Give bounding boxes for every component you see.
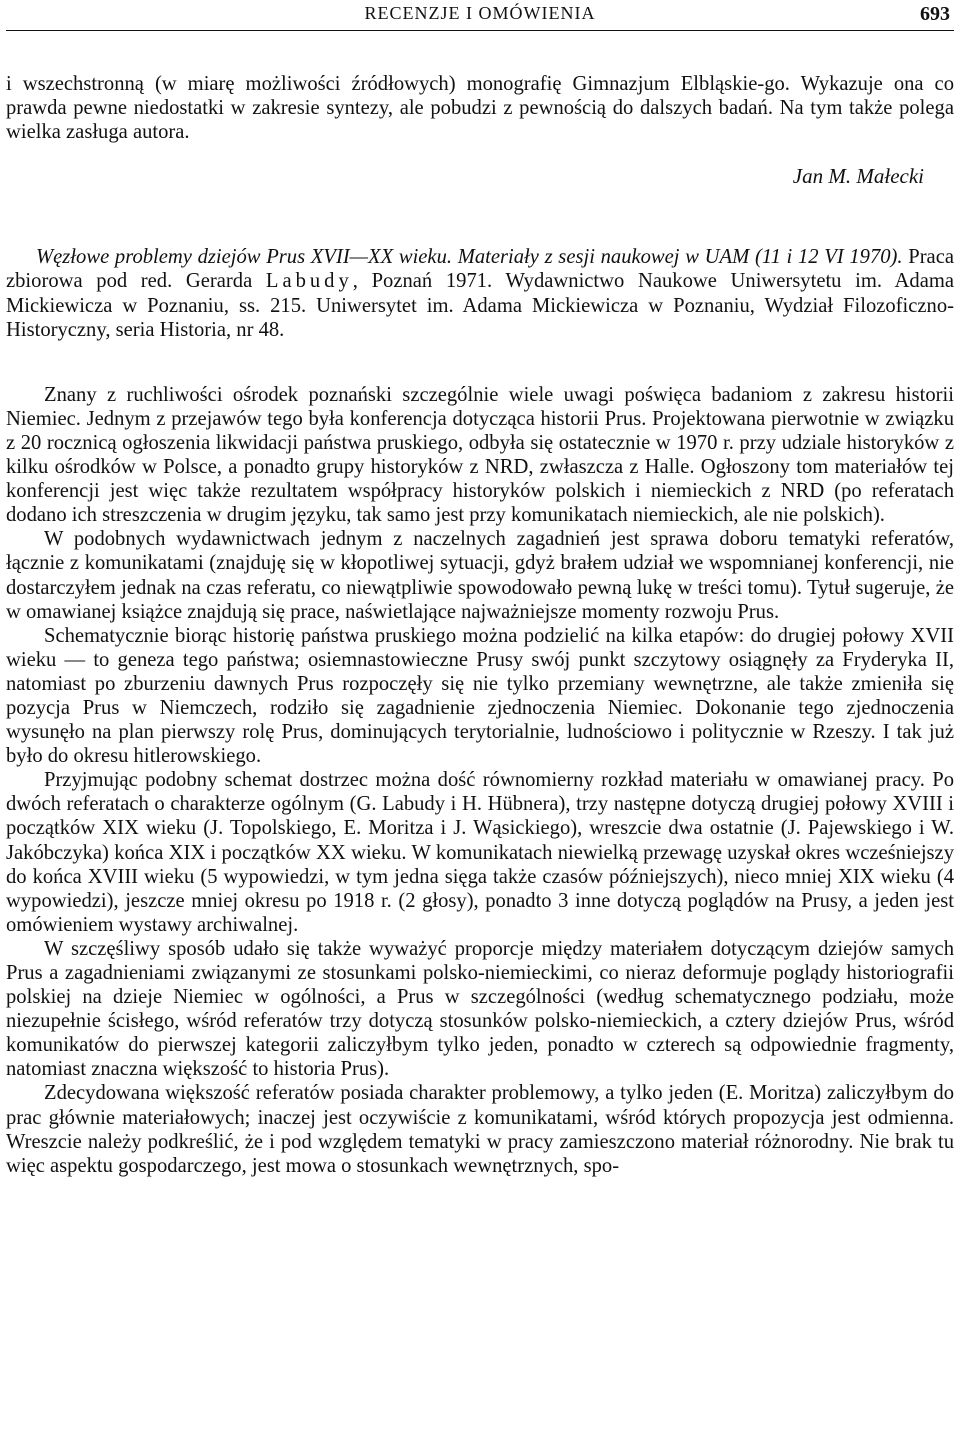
review-paragraph-2: W podobnych wydawnictwach jednym z naczelnych zagadnień jest sprawa doboru tematyki referatów, łącznie z komunikatami (znajduję się w kłopotliwej sytuacji, gdyż brałem udział we wspomnianej konferencji, nie dostarczyłem jednak na czas referatu, co niewątpliwie spowodowało pewną lukę w treści tomu). Tytuł sugeruje, że w omawianej książce znajdują się prace, naświetlające najważniejsze momenty rozwoju Prus. <box>6 528 954 623</box>
running-header <box>6 0 954 31</box>
running-title: RECENZJE I OMÓWIENIA <box>364 3 596 23</box>
page-body <box>6 72 954 1178</box>
review-paragraph-3: Schematycznie biorąc historię państwa pruskiego można podzielić na kilka etapów: do drugiej połowy XVII wieku — to geneza tego państwa; osiemnastowieczne Prusy swój punkt szczytowy osiągnęły za Fryderyka II, natomiast po zburzeniu dawnych Prus rozpoczęły się nie tylko przemiany wewnętrzne, ale także zmieniła się pozycja Prus w Niemczech, rodziło się zagadnienie zjednoczenia Niemiec. Dokonanie tego zjednoczenia wysunęło na plan pierwszy rolę Prus, dominujących terytorialnie, ludnościowo i politycznie w Rzeszy. I tak już było do okresu hitlerowskiego. <box>6 624 954 768</box>
page-number: 693 <box>920 3 950 25</box>
book-description-part-2: , Poznań 1971. Wydawnictwo Naukowe Uniwersytetu im. Adama Mickiewicza w Poznaniu, ss. 215. Uniwersytet im. Adama Mickiewicza w Poznaniu, Wydział Filozoficzno-Historyczny, seria Historia, nr 48. <box>6 270 954 341</box>
review-paragraph-5: W szczęśliwy sposób udało się także wyważyć proporcje między materiałem dotyczącym dziejów samych Prus a zagadnieniami związanymi ze stosunkami polsko-niemieckimi, co nieraz deformuje poglądy historiografii polskiej na dzieje Niemiec w ogólności, a Prus w szczególności (według schematycznego podziału, może niezupełnie ścisłego, wśród referatów trzy dotyczą stosunków polsko-niemieckich, a cztery dziejów Prus, wśród komunikatów do pierwszej kategorii zaliczyłbym tylko jeden, ponadto w czterech są odpowiednie fragmenty, natomiast znaczna większość to historia Prus). <box>6 937 954 1081</box>
previous-review-closing-paragraph: i wszechstronną (w miarę możliwości źródłowych) monografię Gimnazjum Elbląskie-go. Wykazuje ona co prawda pewne niedostatki w zakresie syntezy, ale pobudzi z pewnością do dalszych badań. Na tym także polega wielka zasługa autora. <box>6 73 954 144</box>
book-editor-surname: Labudy <box>265 270 353 293</box>
review-paragraph-6: Zdecydowana większość referatów posiada charakter problemowy, a tylko jeden (E. Moritza) zaliczyłbym do prac głównie materiałowych; inaczej jest oczywiście z komunikatami, wśród których propozycja jest odmienna. Wreszcie należy podkreślić, że i pod względem tematyki w pracy zamieszczono materiał różnorodny. Nie brak tu więc aspektu gospodarczego, jest mowa o stosunkach wewnętrznych, spo- <box>6 1082 954 1177</box>
review-paragraph-4: Przyjmując podobny schemat dostrzec można dość równomierny rozkład materiału w omawianej pracy. Po dwóch referatach o charakterze ogólnym (G. Labudy i H. Hübnera), trzy następne dotyczą drugiej połowy XVIII i początków XIX wieku (J. Topolskiego, E. Moritza i J. Wąsickiego), wreszcie dwa ostatnie (J. Pajewskiego i W. Jakóbczyka) końca XIX i początków XX wieku. W komunikatach niewielką przewagę uzyskał okres wcześniejszy do końca XVIII wieku (5 wypowiedzi, w tym jedna sięga także czasów późniejszych), nieco mniej XIX wieku (4 wypowiedzi), jeszcze mniej okresu po 1918 r. (2 głosy), ponadto 3 inne dotyczą poglądów na Prusy, a jeden jest omówieniem wystawy archiwalnej. <box>6 769 954 936</box>
review-paragraph-1: Znany z ruchliwości ośrodek poznański szczególnie wiele uwagi poświęca badaniom z zakresu historii Niemiec. Jednym z przejawów tego była konferencja dotycząca historii Prus. Projektowana pierwotnie w związku z 20 rocznicą ogłoszenia likwidacji państwa pruskiego, odbyła się ostatecznie w 1970 r. przy udziale historyków z kilku ośrodków w Polsce, a ponadto grupy historyków z NRD, zwłaszcza z Halle. Ogłoszony tom materiałów tej konferencji jest więc także rezultatem współpracy historyków polskich i niemieckich z NRD (po referatach dodano ich streszczenia w drugim języku, tak samo jest przy komunikatach niemieckich, ale nie polskich). <box>6 383 954 527</box>
book-description-part-1: Praca zbiorowa pod red. Gerarda <box>6 246 954 293</box>
book-reference <box>6 245 954 341</box>
reviewer-signature: Jan M. Małecki <box>792 164 924 189</box>
book-title: Węzłowe problemy dziejów Prus XVII—XX wieku. Materiały z sesji naukowej w UAM (11 i 12 VI 1970). <box>36 246 903 269</box>
